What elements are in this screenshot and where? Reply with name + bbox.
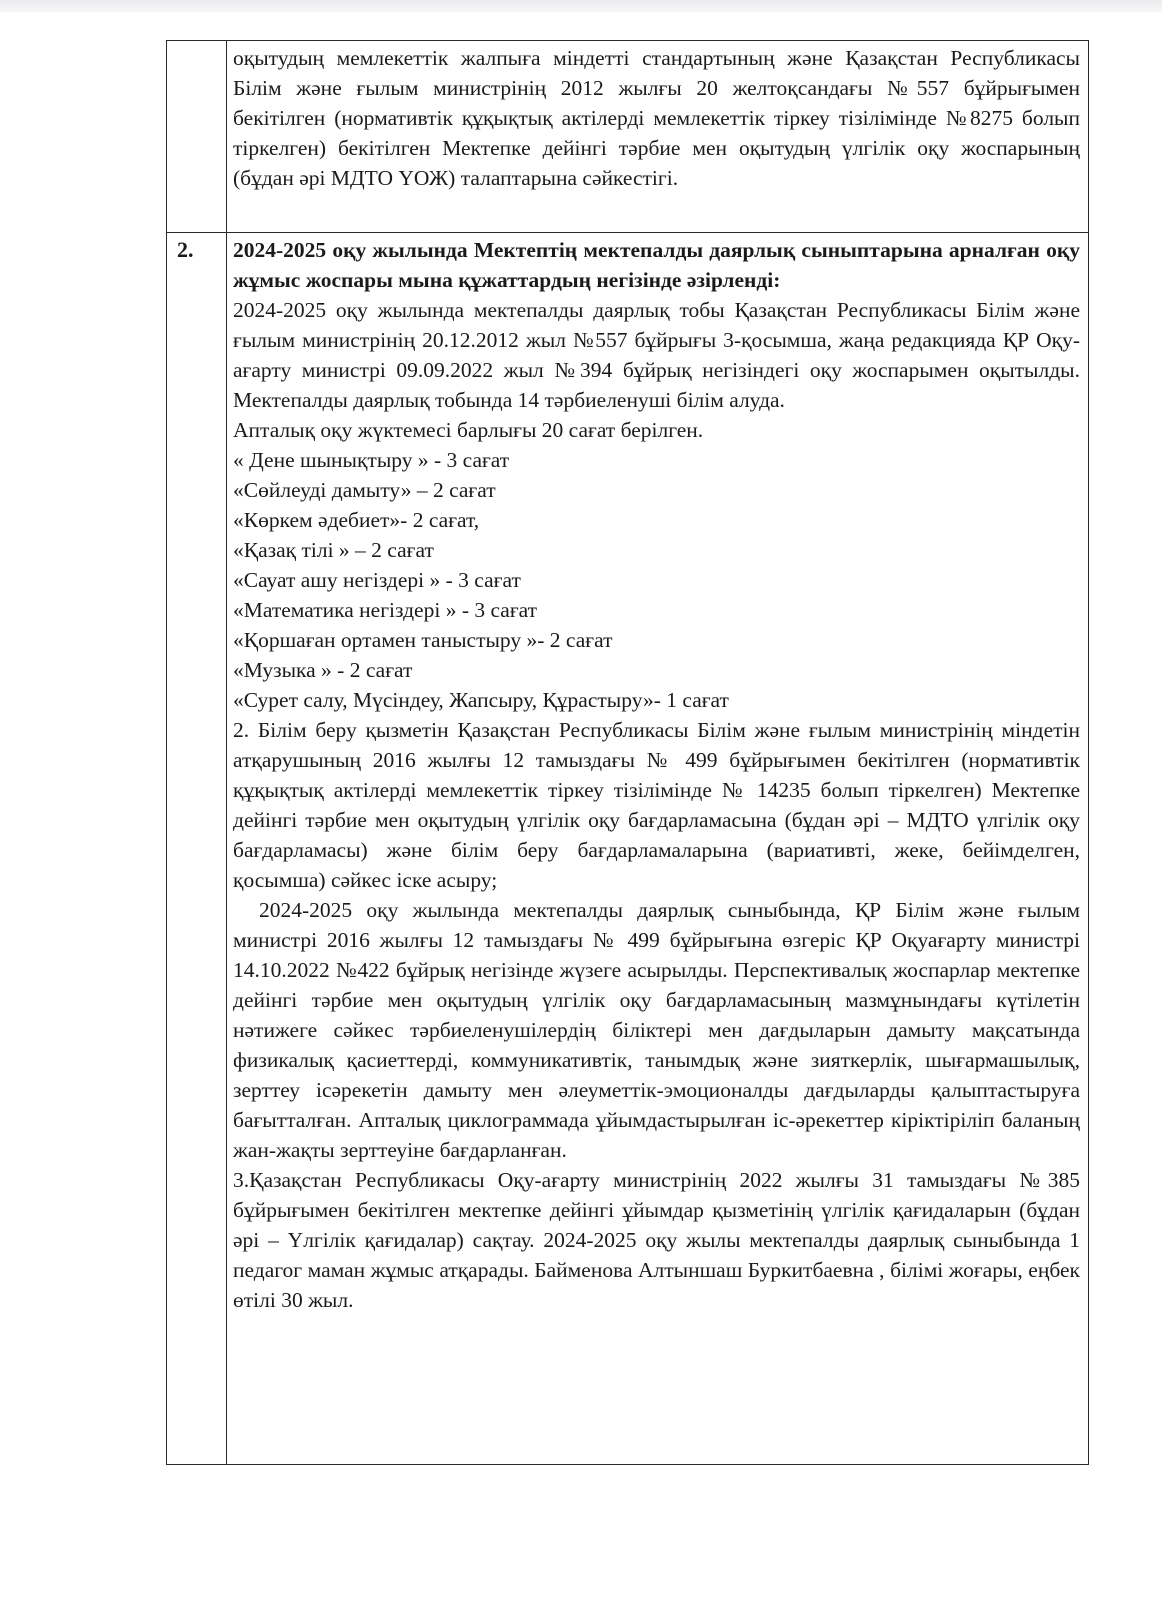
subject-item: «Математика негіздері » - 3 сағат	[233, 598, 538, 622]
row-number-cell	[167, 41, 227, 233]
row-content-cell	[227, 41, 1089, 233]
table-row	[167, 41, 1089, 233]
subject-item: « Дене шынықтыру » - 3 сағат	[233, 448, 510, 472]
subject-item: «Сөйлеуді дамыту» – 2 сағат	[233, 478, 496, 502]
paragraph-standard-compliance: оқытудың мемлекеттік жалпыға міндетті стандартының және Қазақстан Республикасы Білім және ғылым министрінің 2012 жылғы 20 желтоқсандағы №557 бұйрығымен бекітілген (нормативтік құқықтық актілерді мемлекеттік тіркеу тізілімінде №8275 болып тіркелген) бекітілген Мектепке дейінгі тәрбие мен оқытудың үлгілік оқу жоспарының (бұдан әрі МДТО ҮОЖ) талаптарына сәйкестігі.	[233, 46, 1080, 190]
scan-artifact-band	[0, 0, 1162, 12]
paragraph-point-2-continued: 2024-2025 оқу жылында мектепалды даярлық сыныбында, ҚР Білім және ғылым министрі 2016 жылғы 12 тамыздағы № 499 бұйрығына өзгеріс ҚР Оқуағарту министрі 14.10.2022 №422 бұйрық негізінде жүзеге асырылды. Перспективалық жоспарлар мектепке дейінгі тәрбие мен оқытудың үлгілік оқу бағдарламасының мазмұнындағы күтілетін нәтижеге сәйкес тәрбиеленушілердің біліктері мен дағдыларын дамыту мақсатында физикалық қасиеттерді, коммуникативтік, танымдық және зияткерлік, шығармашылық, зерттеу ісәрекетін дамыту мен әлеуметтік-эмоционалды дағдыларды қалыптастыруға бағытталған. Апталық циклограммада ұйымдастырылған іс-әрекеттер кіріктіріліп баланың жан-жақты зерттеуіне бағдарланған.	[233, 898, 1080, 1162]
subject-item: «Көркем әдебиет»- 2 сағат,	[233, 508, 480, 532]
paragraph-point-3: 3.Қазақстан Республикасы Оқу-ағарту министрінің 2022 жылғы 31 тамыздағы №385 бұйрығымен бекітілген мектепке дейінгі ұйымдар қызметінің үлгілік қағидаларын (бұдан әрі – Үлгілік қағидалар) сақтау. 2024-2025 оқу жылы мектепалды даярлық сыныбында 1 педагог маман жұмыс атқарады. Байменова Алтыншаш Буркитбаевна , білімі жоғары, еңбек өтілі 30 жыл.	[233, 1168, 1080, 1312]
subject-list	[233, 445, 1080, 715]
subject-item: «Сауат ашу негіздері » - 3 сағат	[233, 568, 521, 592]
subject-item: «Қоршаған ортамен таныстыру »- 2 сағат	[233, 628, 613, 652]
table-row	[167, 233, 1089, 1465]
paragraph-intro: 2024-2025 оқу жылында мектепалды даярлық тобы Қазақстан Республикасы Білім және ғылым министрінің 20.12.2012 жыл №557 бұйрығы 3-қосымша, жаңа редакцияда ҚР Оқу-ағарту министрі 09.09.2022 жыл №394 бұйрық негізіндегі оқу жоспарымен оқытылды. Мектепалды даярлық тобында 14 тәрбиеленуші білім алуда.	[233, 298, 1080, 412]
section-heading: 2024-2025 оқу жылында Мектептің мектепалды даярлық сыныптарына арналған оқу жұмыс жоспары мына құжаттардың негізінде әзірленді:	[233, 238, 1080, 292]
document-table	[166, 40, 1089, 1465]
subject-item: «Музыка » - 2 сағат	[233, 658, 413, 682]
subject-item: «Қазақ тілі » – 2 сағат	[233, 538, 434, 562]
row-number-cell: 2.	[167, 233, 227, 1465]
weekly-load-text: Апталық оқу жүктемесі барлығы 20 сағат берілген.	[233, 418, 704, 442]
paragraph-point-2: 2. Білім беру қызметін Қазақстан Республикасы Білім және ғылым министрінің міндетін атқарушының 2016 жылғы 12 тамыздағы № 499 бұйрығымен бекітілген (нормативтік құқықтық актілерді мемлекеттік тіркеу тізілімінде № 14235 болып тіркелген) Мектепке дейінгі тәрбие мен оқытудың үлгілік оқу бағдарламасына (бұдан әрі – МДТО үлгілік оқу бағдарламасы) және білім беру бағдарламаларына (вариативті, жеке, бейімделген, қосымша) сәйкес іске асыру;	[233, 718, 1080, 892]
subject-item: «Сурет салу, Мүсіндеу, Жапсыру, Құрастыру»- 1 сағат	[233, 688, 729, 712]
row-content-cell	[227, 233, 1089, 1465]
